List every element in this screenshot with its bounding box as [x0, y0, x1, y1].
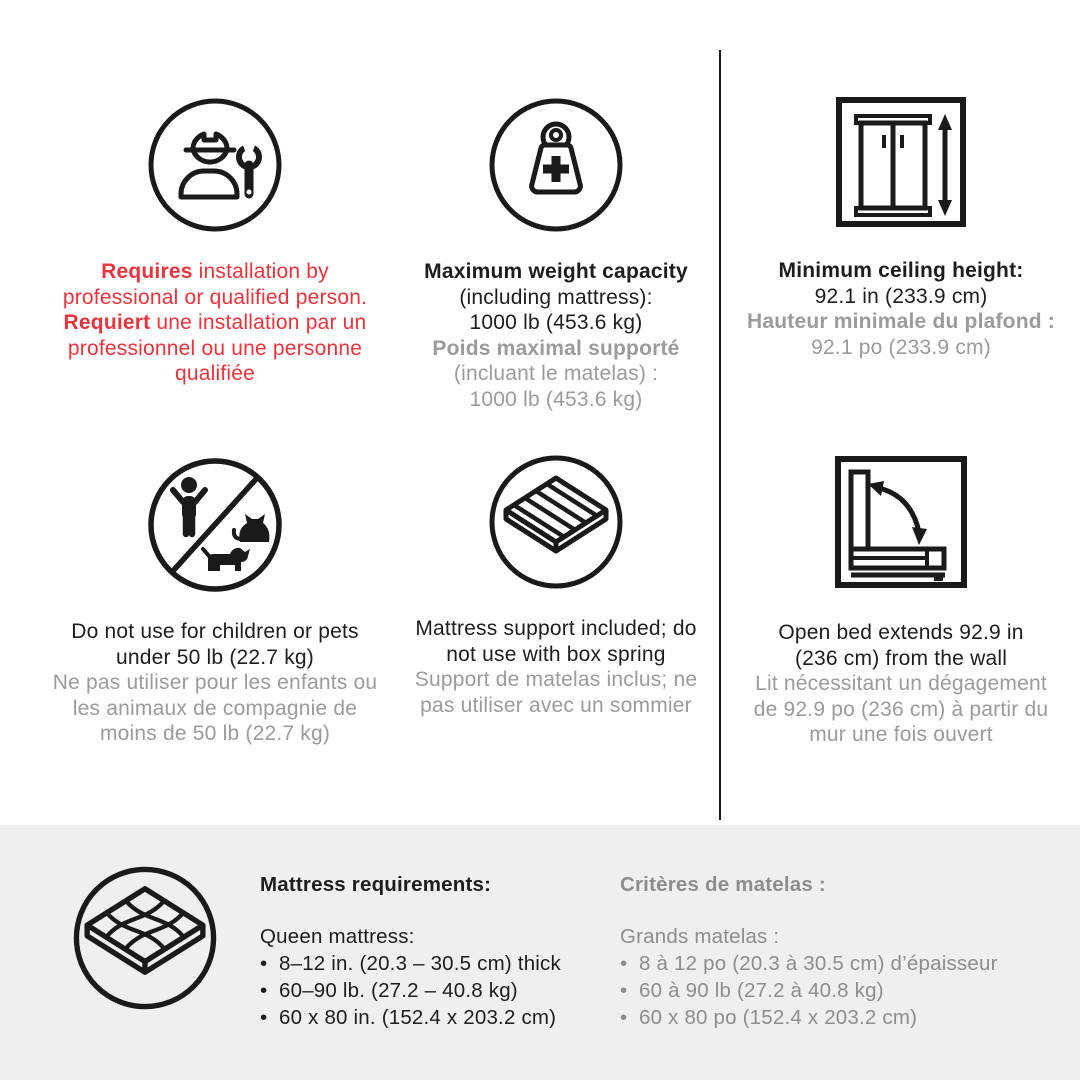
mattress-specs-en-title: Mattress requirements:	[260, 873, 492, 896]
feature-line: 92.1 in (233.9 cm)	[814, 284, 988, 308]
vertical-divider	[719, 50, 721, 820]
feature-line: Minimum ceiling height:	[778, 259, 1024, 282]
mattress-specs-fr	[620, 871, 998, 1031]
feature-text-support	[396, 616, 716, 718]
feature-line: Support de matelas inclus; ne pas utiliser avec un sommier	[414, 668, 698, 717]
feature-line: Maximum weight capacity	[424, 260, 688, 283]
feature-line: 1000 lb (453.6 kg)	[469, 387, 643, 411]
feature-card-children-pets	[30, 455, 400, 747]
list-item: • 60 à 90 lb (27.2 à 40.8 kg)	[620, 977, 998, 1004]
feature-line: professional or qualified person.	[62, 285, 368, 309]
mattress-specs-fr-title: Critères de matelas :	[620, 873, 826, 896]
feature-card-weight	[396, 95, 716, 412]
feature-line: Ne pas utiliser pour les enfants ou les animaux de compagnie de moins de 50 lb (22.7 kg)	[52, 671, 378, 745]
mattress-specs-en	[260, 871, 561, 1031]
open-bed-icon	[736, 452, 1066, 594]
mattress-specs-fr-subtitle: Grands matelas :	[620, 925, 780, 948]
ceiling-height-icon	[736, 92, 1066, 234]
weight-icon	[396, 95, 716, 237]
feature-text-installation	[30, 259, 400, 387]
feature-text-children-pets	[30, 619, 400, 747]
mattress-specs-fr-list	[620, 950, 998, 1031]
list-item: • 60 x 80 in. (152.4 x 203.2 cm)	[260, 1004, 561, 1031]
list-item: • 8 à 12 po (20.3 à 30.5 cm) d’épaisseur	[620, 950, 998, 977]
feature-line: Requiert une installation par un	[63, 311, 367, 334]
installer-icon	[30, 95, 400, 237]
mattress-specs-en-list	[260, 950, 561, 1031]
mattress-support-icon	[396, 452, 716, 594]
mattress-specs-en-subtitle: Queen mattress:	[260, 925, 415, 948]
feature-line: Open bed extends 92.9 in (236 cm) from the wall	[778, 621, 1024, 670]
feature-text-ceiling	[736, 258, 1066, 360]
feature-line: Requires installation by	[101, 260, 329, 283]
list-item: • 8–12 in. (20.3 – 30.5 cm) thick	[260, 950, 561, 977]
mattress-icon	[70, 863, 220, 1013]
feature-line: Lit nécessitant un dégagement de 92.9 po (236 cm) à partir du mur une fois ouvert	[753, 672, 1049, 746]
feature-card-ceiling	[736, 92, 1066, 360]
feature-line: Hauteur minimale du plafond :	[747, 310, 1055, 333]
feature-line: 92.1 po (233.9 cm)	[811, 335, 991, 359]
list-item: • 60 x 80 po (152.4 x 203.2 cm)	[620, 1004, 998, 1031]
feature-card-support	[396, 452, 716, 718]
no-children-pets-icon	[30, 455, 400, 597]
feature-line: Mattress support included; do not use with box spring	[415, 617, 697, 666]
feature-line: Poids maximal supporté	[432, 336, 680, 360]
feature-line: qualifiée	[174, 362, 256, 385]
list-item: • 60–90 lb. (27.2 – 40.8 kg)	[260, 977, 561, 1004]
feature-line: 1000 lb (453.6 kg)	[469, 311, 643, 334]
feature-line: (incluant le matelas) :	[453, 362, 659, 385]
feature-text-weight	[396, 259, 716, 412]
feature-line: Do not use for children or pets under 50 lb (22.7 kg)	[71, 620, 359, 669]
feature-card-open-bed	[736, 452, 1066, 748]
mattress-requirements-band	[0, 825, 1080, 1080]
feature-text-open-bed	[736, 620, 1066, 748]
feature-line: professionnel ou une personne	[67, 336, 363, 360]
feature-line: (including mattress):	[459, 285, 653, 309]
feature-card-installation	[30, 95, 400, 387]
